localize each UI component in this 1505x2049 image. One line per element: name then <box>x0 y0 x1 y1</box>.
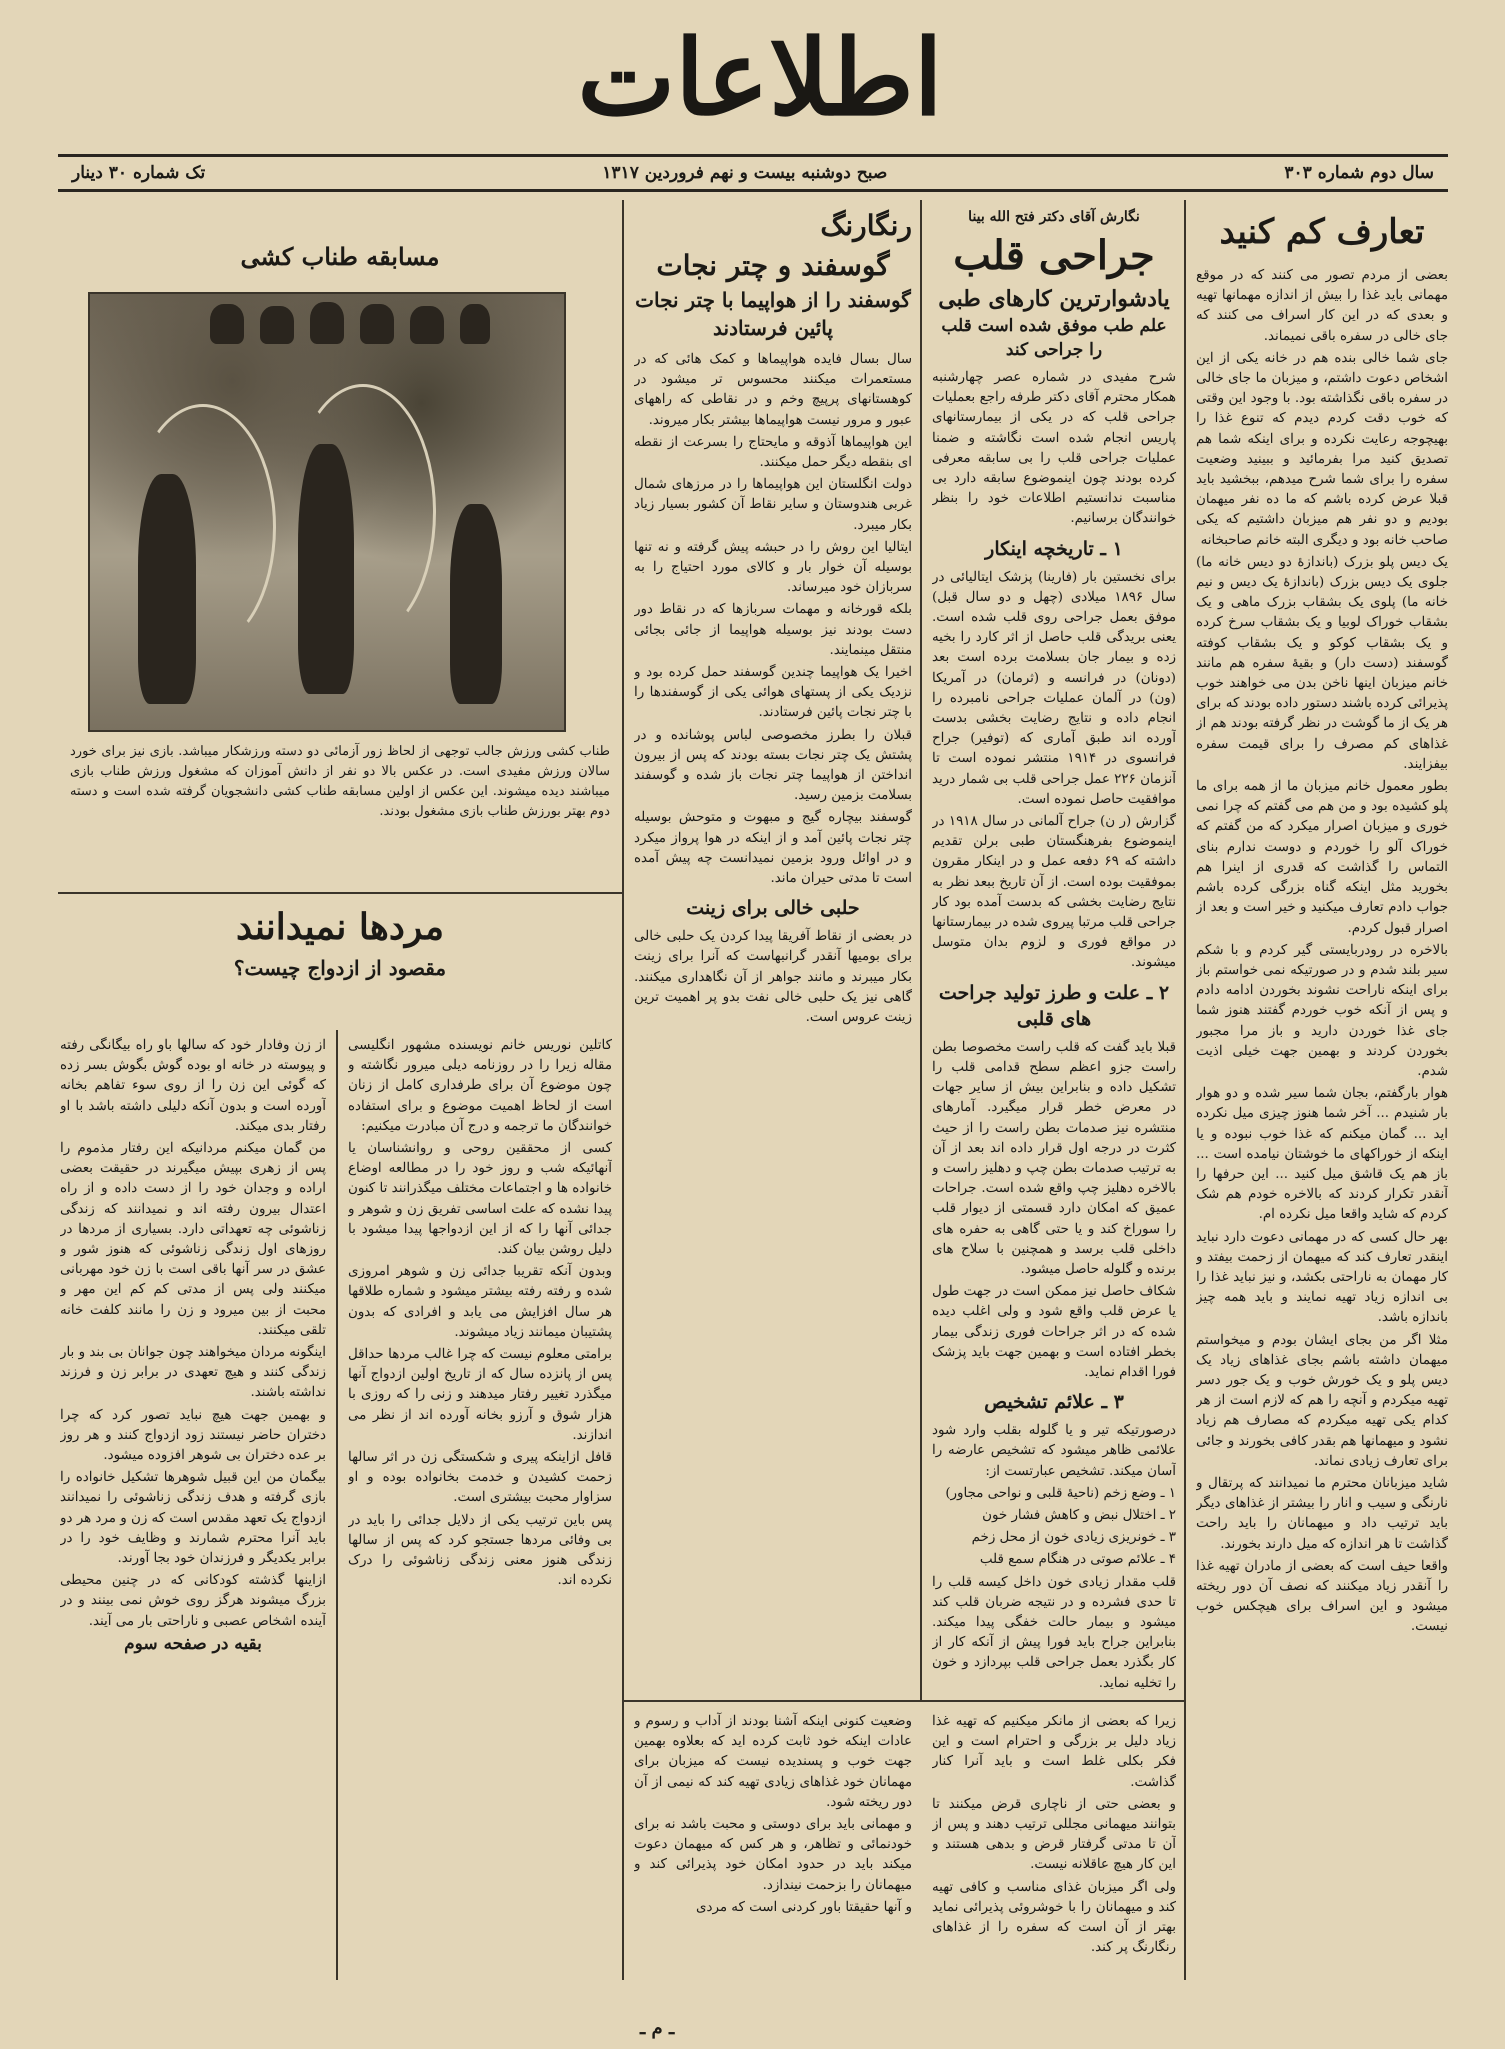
list-item: ۲ ـ اختلال نبض و کاهش فشار خون <box>982 1507 1176 1523</box>
headline-men: مردها نمیدانند <box>235 906 445 948</box>
article-men-right <box>348 1036 612 1996</box>
paragraph: وضعیت کنونی اینکه آشنا بودند از آداب و رسوم و عادات اینکه خود ثابت کرده اید که بعلاوه بهمین جهت خوب و پسندیده نیست که میزبان برای مهمانان خود غذاهای زیادی تهیه کند که نیمی از آن دور ریخته شود. <box>634 1714 912 1810</box>
column-rule <box>622 200 624 1980</box>
headline-taarof: تعارف کم کنید <box>1219 212 1425 252</box>
dateline-strip <box>58 154 1448 192</box>
paragraph: قبلان را بطرز مخصوصی لباس پوشانده و در پشتش یک چتر نجات بسته بودند که پس از بیرون انداختن از هواپیما چتر نجات باز شده و گوسفند بسلامت بزمین رسید. <box>634 727 912 804</box>
dateline-price: تک شماره ۳۰ دینار <box>72 163 206 183</box>
paragraph: مثلا اگر من بجای ایشان بودم و میخواستم میهمان داشته باشم بجای غذاهای زیاد یک دیس پلو و یک خورش خوب و یک جور دسر تهیه میکردم و آنچه را هم که لازم است از هر کدام یکی تهیه میکردم که مصارف هم زیاد نشود و میهمانها هم بقدر کافی بخورند و جائی برای تعارف زیادی نماند. <box>1196 1332 1448 1469</box>
paragraph: شکاف حاصل نیز ممکن است در جهت طول یا عرض قلب واقع شود و ولی اغلب دیده شده که در اثر جراحات فوری زندگی بیمار بخطر افتاده است و بهمین جهت باید پزشک فورا اقدام نماید. <box>932 1284 1176 1380</box>
dateline-issue: سال دوم شماره ۳۰۳ <box>1284 163 1434 183</box>
photo-rope <box>130 404 276 650</box>
paragraph: این هواپیماها آذوقه و مایحتاج را بسرعت از نقطه ای بنقطه دیگر حمل میکنند. <box>634 434 912 471</box>
headline-box-men <box>70 900 610 1024</box>
paragraph: قلب مقدار زیادی خون داخل کیسه قلب را تا حدی فشرده و در نتیجه ضربان قلب کند میشود و بیمار حالت خفگی پیدا میکند. بنابراین جراح باید فورا پیش از آنکه کار از کار بگذرد بعمل جراحی قلب بپردازد و خون را تخلیه نماید. <box>932 1574 1176 1691</box>
section-rule <box>58 892 622 894</box>
paragraph: گزارش (ر ن) جراح آلمانی در سال ۱۹۱۸ در اینموضوع بفرهنگستان طبی برلن تقدیم داشته که ۶۹ دفعه عمل و در اینکار مقرون بموفقیت بوده است. از آن تاریخ ببعد نظر به نتایج رضایت بخشی که بدست آمده بود کار جراحی قلب مرتبا پیروی شده در بیمارستانها در مواقع فوری و لزوم بدان متوسل میشوند. <box>932 814 1176 971</box>
section-heading: حلبی خالی برای زینت <box>686 897 860 920</box>
section-heading: ۳ ـ علائم تشخیص <box>984 1391 1124 1414</box>
paragraph: دولت انگلستان این هواپیماها را در مرزهای شمال غربی هندوستان و سایر نقاط آن کشور بسیار زیاد بکار میبرد. <box>634 477 912 533</box>
subhead-men: مقصود از ازدواج چیست؟ <box>233 956 447 980</box>
paragraph: پس باین ترتیب یکی از دلایل جدائی را باید در بی وفائی مردها جستجو کرد که پس از سالها زندگی هنوز معنی زندگی زناشوئی را درک نکرده اند. <box>348 1512 612 1589</box>
photo-figure <box>450 504 502 704</box>
paragraph: بلکه قورخانه و مهمات سربازها که در نقاط دور دست بودند نیز بوسیله هواپیما از جائی بجائی منتقل مینمایند. <box>634 602 912 658</box>
tug-of-war-photo <box>88 292 566 732</box>
paragraph: و بعضی حتی از ناچاری قرض میکنند تا بتوانند میهمانی مجللی ترتیب دهند و پس از آن تا مدتی گرفتار قرض و بدهی هستند و این کار هیچ عاقلانه نیست. <box>932 1796 1176 1873</box>
list-item: ۳ ـ خونریزی زیادی خون از محل زخم <box>971 1530 1176 1546</box>
column-rule <box>336 1030 338 1980</box>
paragraph: ولی اگر میزبان غذای مناسب و کافی تهیه کند و میهمانان را با خوشروئی پذیرائی نماید بهتر از آن است که سفره را از غذاهای رنگارنگ پر کند. <box>932 1879 1176 1956</box>
section-label-varied: رنگارنگ <box>820 209 912 242</box>
subhead-heart-1: یادشوارترین کارهای طبی <box>938 286 1170 312</box>
masthead-title: اطلاعات <box>577 16 943 139</box>
byline: نگارش آقای دکتر فتح الله بینا <box>968 209 1140 225</box>
list-item: ۴ ـ علائم صوتی در هنگام سمع قلب <box>979 1552 1176 1568</box>
article-varied <box>634 206 912 1694</box>
paragraph: بهر حال کسی که در مهمانی دعوت دارد نباید اینقدر تعارف کند که میهمان از زحمت بیفتد و کار مهمان به ناراحتی بکشد، و نیز نباید غذا را بی اندازه زیاد تهیه نمایند و باید همه چیز باندازه باشد. <box>1196 1229 1448 1326</box>
headline-box-sport <box>70 240 610 280</box>
paragraph: جای شما خالی بنده هم در خانه یکی از این اشخاص دعوت داشتم، و میزبان ما جای خالی در سفره باقی نگذاشته بود. با وجود این وقتی که خوب دقت کردم دیدم که تنوع غذا را بهیچوجه رعایت نکرده و برای اینکه شما هم تصدیق کنید مرا بفرمائید و ببینید وضعیت سفره را برای شما شرح میدهم، ببخشید باید قبلا عرض کرده باشم که ما ده نفر میهمان بودیم و دو نفر هم میزبان داشتیم که یکی صاحب خانه بود و دیگری البته خانم صاحبخانه <box>1196 350 1448 548</box>
paragraph: ازاینها گذشته کودکانی که در چنین محیطی بزرگ میشوند هرگز روی خوش نمی بینند و در آینده اشخاص عصبی و ناراحتی بار می آیند. <box>60 1573 326 1629</box>
column-rule <box>920 200 922 1700</box>
article-bottom-center <box>932 1712 1176 2012</box>
column-rule <box>1184 200 1186 1980</box>
paragraph: قبلا باید گفت که قلب راست مخصوصا بطن راست جزو اعظم سطح قدامی قلب را تشکیل داده و بنابراین بیش از سایر جهات در معرض خطر قرار میگیرد. آمارهای منتشره نیز صدمات بطن راست را از حیث کثرت در درجه اول قرار داده اند بعد از آن به ترتیب صدمات بطن چپ و دهلیز راست و بالاخره دهلیز چپ واقع شده است. جراحات عمیق که امکان دارد قسمتی از دیوار قلب را سوراخ کند و یا حتی گاهی به حفره های داخلی قلب برسد و همچنین با سلاح های برنده و گلوله حاصل میشود. <box>932 1039 1176 1277</box>
paragraph: گوسفند بیچاره گیج و مبهوت و متوحش بوسیله چتر نجات پائین آمد و از اینکه در هوا پرواز میکرد و در اوائل ورود بزمین نمیدانست چه پیش آمده است تا مدتی حیران ماند. <box>634 810 912 887</box>
section-heading: ۱ ـ تاریخچه اینکار <box>985 537 1123 560</box>
paragraph: از زن وفادار خود که سالها باو راه بیگانگی رفته و پیوسته در خانه او بوده گوش بگوش بسر زده که گوئی این زن را از روی سوء تفاهم بخانه آورده است و بدون آنکه دلیلی داشته باشد با او رفتار بدی میکند. <box>60 1038 326 1134</box>
paragraph: و آنها حقیقتا باور کردنی است که مردی <box>696 1899 912 1915</box>
article-taarof <box>1196 206 1448 2006</box>
list-item: ۱ ـ وضع زخم (ناحیهٔ قلبی و نواحی مجاور) <box>945 1485 1176 1501</box>
headline-sheep: گوسفند و چتر نجات <box>656 249 890 282</box>
page-number: ـ م ـ <box>640 2018 675 2039</box>
paragraph: من گمان میکنم مردانیکه این رفتار مذموم را پس از زهری بپیش میگیرند در حقیقت بعضی اراده و وجدان خود را از دست داده و از راه اعتدال بیرون رفته اند و نمیدانند که زندگی زناشوئی چه تعهداتی دارد. بسیاری از مردها در روزهای اول زندگی زناشوئی که هنوز شور و عشق در سر آنها باقی است با زن خود مهربانی میکنند ولی پس از مدتی کم کم این مهر و محبت از بین میرود و زن را مانند کلفت خانه تلقی میکنند. <box>60 1141 326 1338</box>
paragraph: برای نخستین بار (فارینا) پزشک ایتالیائی در سال ۱۸۹۶ میلادی (چهل و دو سال قبل) موفق بعمل جراحی روی قلب شده است. یعنی بریدگی قلب حاصل از اثر کارد را بخیه زده و بیمار جان بسلامت برده است بعد (دونان) در فرانسه و (ثرمان) در آمریکا (ون) در آلمان عملیات جراحی نامبرده را انجام داده و نتایج رضایت بخشی بدست آورده اند طبق آماری که (توفیر) جراح فرانسوی در ۱۹۱۴ منتشر نموده است تا آنزمان ۲۲۶ عمل جراحی قلب بی شمار درید موافقیت حاصل نموده است. <box>932 569 1176 807</box>
paragraph: زیرا که بعضی از مانکر میکنیم که تهیه غذا زیاد دلیل بر بزرگی و احترام است و این فکر بکلی غلط است و باید آنرا کنار گذاشت. <box>932 1714 1176 1790</box>
subhead-heart-2: علم طب موفق شده است قلب را جراحی کند <box>941 316 1167 360</box>
subhead-sheep: گوسفند را از هواپیما با چتر نجات پائین فرستادند <box>635 288 911 340</box>
paragraph: برامتی معلوم نیست که چرا غالب مردها حداقل پس از پانزده سال که از تاریخ اولین ازدواج آنها میگذرد تغییر رفتار میدهند و زنی را که روزی با هزار شوق و آرزو بخانه آورده اند از نظر می اندازند. <box>348 1347 612 1443</box>
dateline-date: صبح دوشنبه بیست و نهم فروردین ۱۳۱۷ <box>602 163 888 183</box>
paragraph: ایتالیا این روش را در حبشه پیش گرفته و نه تنها بوسیله آن خوار بار و کالای مورد احتیاج را به سربازان خود میرساند. <box>634 539 912 596</box>
paragraph: اخیرا یک هواپیما چندین گوسفند حمل کرده بود و نزدیک یکی از پستهای هوائی یکی از گوسفندها را با چتر نجات پائین فرستادند. <box>634 665 912 721</box>
paragraph: درصورتیکه تیر و یا گلوله بقلب وارد شود علائمی ظاهر میشود که تشخیص عارضه را آسان میکند. تشخیص عبارتست از: <box>932 1423 1176 1479</box>
paragraph: بالاخره در رودربایستی گیر کردم و با شکم سیر بلند شدم و در صورتیکه نمی خواستم باز برای اینکه ناراحت نشوند بخوردن ادامه دادم و پس از آنکه خوب خوردم گفتند هنوز شما جای غذا خوردن دارید و باز مرا مجبور بخوردن کردند و بهمین جهت خیلی اذیت شدم. <box>1196 942 1448 1079</box>
paragraph: کاتلین نوریس خانم نویسنده مشهور انگلیسی مقاله زیرا را در روزنامه دیلی میرور نگاشته و چون موضوع آن برای طرفداری کامل از زنان است از لحاظ اهمیت موضوع و برای استفاده خوانندگان ما ترجمه و درج آن مبادرت میکنیم: <box>348 1038 612 1134</box>
photo-figure <box>210 304 244 344</box>
paragraph: واقعا حیف است که بعضی از مادران تهیه غذا را آنقدر زیاد میکنند که نصف آن دور ریخته میشود و این اسراف برای هیچکس خوب نیست. <box>1196 1558 1448 1635</box>
photo-figure <box>410 306 444 344</box>
paragraph: و مهمانی باید برای دوستی و محبت باشد نه برای خودنمائی و تظاهر، و هر کس که میهمان دعوت میکند باید در حدود امکان خود پذیرائی کند و میهمانان را بزحمت نیندازد. <box>634 1817 912 1893</box>
article-heart-surgery <box>932 206 1176 1694</box>
paragraph: هوار بارگفتم، بجان شما سیر شده و دو هوار بار شنیدم ... آخر شما هنوز چیزی میل نکرده اید ... گمان میکنم که غذا خوب نبوده و یا اینکه از خوراکهای ما خوشتان نیامده است ... باز هم یک قاشق میل کنید ... این حرفها را آنقدر تکرار کردند که بالاخره خودم هم شک کردم که شاید واقعا میل نکرده ام. <box>1196 1086 1448 1223</box>
paragraph: بعضی از مردم تصور می کنند که در موقع مهمانی باید غذا را بیش از اندازه مهمانها تهیه و بعدی که در این کار اسراف می کنند که جای خالی در سفره باقی نمیماند. <box>1196 268 1448 344</box>
photo-figure <box>460 304 490 344</box>
paragraph: کسی از محققین روحی و روانشناسان یا آنهائیکه شب و روز خود را در مطالعه اوضاع خانواده ها و اجتماعات مختلف میگذرانند تا کنون پیدا نشده که علت اساسی تفریق زن و شوهر و جدائی آنها را که از این ازدواجها پیدا میشود با دلیل روشن بیان کند. <box>348 1141 612 1258</box>
photo-caption <box>70 742 610 882</box>
caption-text: طناب کشی ورزش جالب توجهی از لحاظ زور آزمائی دو دسته ورزشکار میباشد. بازی نیز برای خورد سالان ورزش مفیدی است. در عکس بالا دو نفر از دانش آموزان که مشغول ورزش طناب بازی میباشند دیده میشوند. این عکس از اولین مسابقه طناب کشی دانشجویان گرفته شده است و دسته دوم بهتر بورزش طناب بازی مشغول بودند. <box>70 744 610 819</box>
paragraph: بطور معمول خانم میزبان ما از همه برای ما پلو کشیده بود و من هم می گفتم که چرا نمی خوری و میزبان اصرار میکرد که من گفتم که خوراک آلو را خوردم و دوست ندارم بنای التماس را گذاشت که قدری از اینرا هم بخورید مثل اینکه گناه بزرگی کرده باشم جواب دادم تعارف میکنید و خیر است و بعد از اصرار قبول کردم. <box>1196 779 1448 936</box>
headline-heart: جراحی قلب <box>953 232 1155 279</box>
photo-figure <box>260 306 294 344</box>
paragraph: سال بسال فایده هواپیماها و کمک هائی که در مستعمرات میکنند محسوس تر میشود در کوهستانهای پرپیچ وخم و در نقاطی که راههای عبور و مرور نیست هواپیماها بیشتر بکار میروند. <box>634 352 912 428</box>
headline-sport: مسابقه طناب کشی <box>240 242 440 271</box>
paragraph: در بعضی از نقاط آفریقا پیدا کردن یک حلبی خالی برای بومیها آنقدر گرانبهاست که آنرا برای زینت بکار میبرند و مانند جواهر از آن نگاهداری میکنند. گاهی نیز یک حلبی خالی نفت بدو پر اهمیت ترین زینت عروس است. <box>634 929 912 1026</box>
section-rule <box>622 1700 1184 1702</box>
paragraph: یک دیس پلو بزرک (باندازهٔ دو دیس خانه ما) جلوی یک دیس بزرک (باندازهٔ یک دیس و نیم خانه ما) پلوی یک بشقاب بزرک ماهی و یک بشقاب خوراک لوبیا و یک بشقاب سرخ کرده و یک بشقاب کوکو و یک بشقاب کوفته گوسفند (دست دار) و بقیهٔ سفره هم مانند خانم میزبان اینها ناخن بدن می خواهند خوب پذیرائی کرده باشند دستور داده بودند که برای هر یک از ما گوشت در نظر گرفته بودند هم از غذاهای کم مصرف را برای قیمت سفره بیفزایند. <box>1196 554 1448 772</box>
paragraph: و بهمین جهت هیچ نباید تصور کرد که چرا دختران حاضر نیستند زود ازدواج کنند و هر روز بر عده دختران بی شوهر افزوده میشود. <box>60 1407 326 1464</box>
article-bottom-mid <box>634 1712 912 2012</box>
paragraph: وبدون آنکه تقریبا جدائی زن و شوهر امروزی شده و رفته رفته بیشتر میشود و شماره طلاقها هر سال افزایش می یابد و افرادی که بدون پشتیبان میمانند زیاد میشوند. <box>348 1264 612 1340</box>
section-heading: ۲ ـ علت و طرز تولید جراحت های قلبی <box>938 981 1170 1030</box>
photo-rope <box>290 384 436 640</box>
continued-note: بقیه در صفحه سوم <box>124 1633 262 1654</box>
paragraph: قافل ازاینکه پیری و شکستگی زن در اثر سالها زحمت کشیدن و خدمت بخانواده بوده و او سزاوار محبت بیشتری است. <box>348 1450 612 1506</box>
paragraph: شاید میزبانان محترم ما نمیدانند که پرتقال و نارنگی و سیب و انار را بیشتر از غذاهای دیگر باید ترتیب داد و میهمانان را باید راحت گذاشت تا هر اندازه که میل دارند بخورند. <box>1196 1475 1448 1552</box>
photo-figure <box>310 302 344 344</box>
photo-figure <box>360 304 394 344</box>
paragraph: شرح مفیدی در شماره عصر چهارشنبه همکار محترم آقای دکتر طرفه راجع بعملیات جراحی قلب که در یکی از بیمارستانهای پاریس انجام شده است نگاشته و ضمنا عملیات جراحی قلب را بی سابقه معرفی کرده بودند چون اینموضوع سابقه دارد بی مناسبت ندانستیم اطلاعات خود را بنظر خوانندگان برسانیم. <box>932 370 1176 527</box>
paragraph: اینگونه مردان میخواهند چون جوانان بی بند و بار زندگی کنند و هیچ تعهدی در برابر زن و فرزند نداشته باشند. <box>60 1345 326 1401</box>
paragraph: بیگمان من این قبیل شوهرها تشکیل خانواده را بازی گرفته و هدف زندگی زناشوئی را نمیدانند ازدواج یک تعهد مقدس است که زن و مرد هر دو باید آنرا محترم شمارند و وظایف خود را در برابر یکدیگر و فرزندان خود بجا آورند. <box>60 1470 326 1567</box>
article-men-left <box>60 1036 326 2036</box>
